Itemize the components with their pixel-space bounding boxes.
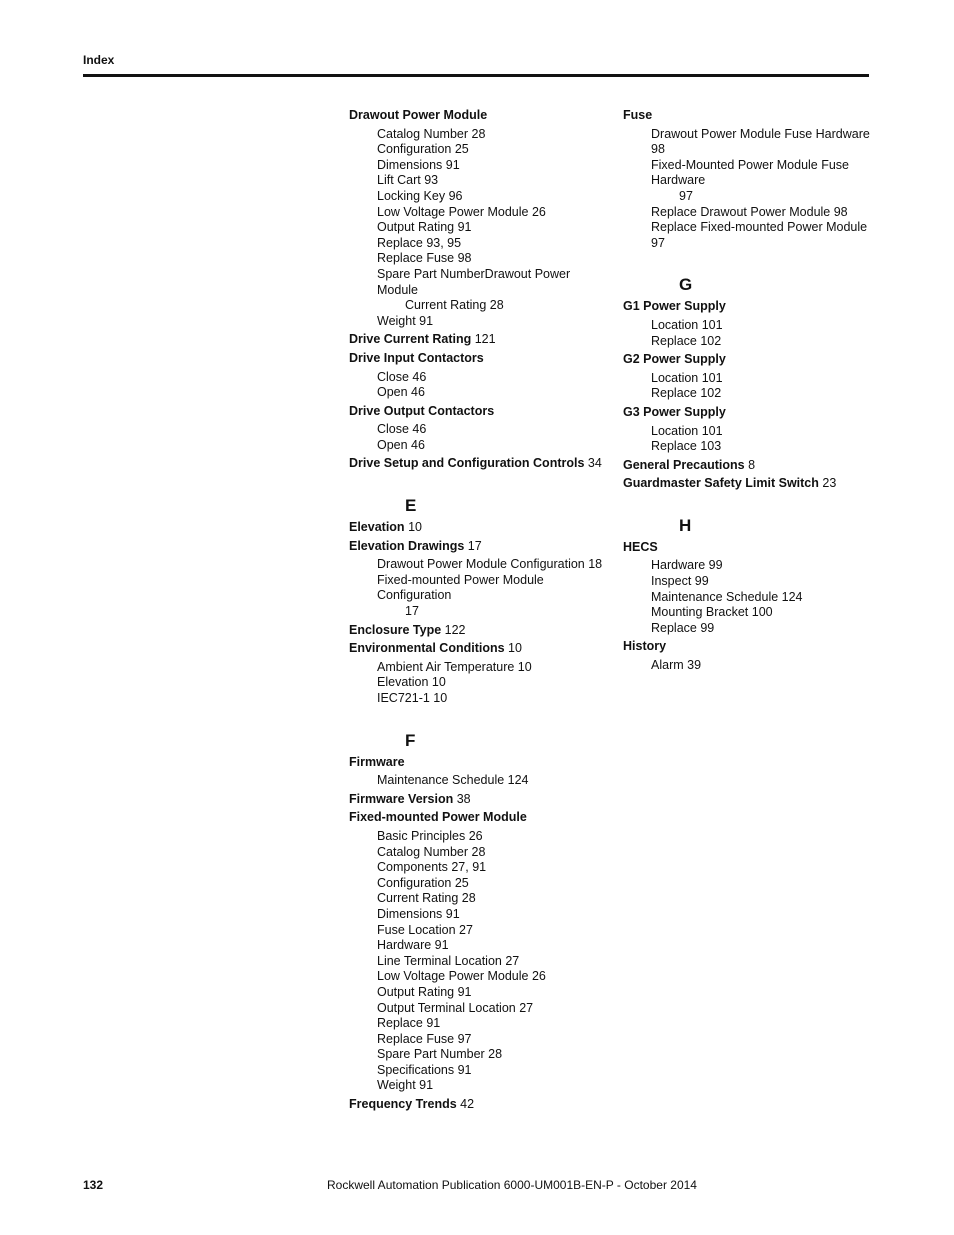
index-subentry: Inspect 99 <box>651 574 709 589</box>
index-entry <box>349 623 609 639</box>
index-term: History <box>623 639 667 654</box>
index-subentry: Drawout Power Module Configuration 18 <box>377 557 603 572</box>
index-subentry: Drawout Power Module Fuse Hardware 98 <box>651 126 870 157</box>
index-subentry: Dimensions 91 <box>377 157 460 172</box>
index-entry <box>623 405 883 455</box>
page-number: 132 <box>83 1178 104 1192</box>
index-page-ref: 34 <box>587 456 602 471</box>
index-entry <box>623 540 883 637</box>
index-page-ref: 121 <box>474 332 496 347</box>
index-subentry: Fuse Location 27 <box>377 922 473 937</box>
index-term: Drive Current Rating <box>349 332 472 347</box>
index-term: Firmware <box>349 754 405 769</box>
index-entry <box>349 332 609 348</box>
index-subentry: Replace 93, 95 <box>377 235 462 250</box>
index-subentry: Replace Fuse 98 <box>377 251 472 266</box>
index-subentry: Low Voltage Power Module 26 <box>377 969 546 984</box>
index-term: Drive Output Contactors <box>349 403 495 418</box>
index-page-ref: 8 <box>748 457 756 472</box>
index-term: G3 Power Supply <box>623 404 726 419</box>
index-subentry: Location 101 <box>651 317 723 332</box>
index-entry <box>349 108 609 329</box>
index-letter-heading: F <box>405 730 416 750</box>
index-subentry: Replace 91 <box>377 1016 441 1031</box>
index-subentry: Output Rating 91 <box>377 220 472 235</box>
index-column-left <box>349 108 609 1116</box>
index-column-right <box>623 108 883 677</box>
index-subentry: Mounting Bracket 100 <box>651 605 773 620</box>
index-term: Fixed-mounted Power Module <box>349 810 527 825</box>
index-entry <box>349 351 609 401</box>
index-subentry: Open 46 <box>377 385 425 400</box>
index-subentry: Specifications 91 <box>377 1062 472 1077</box>
header-rule <box>83 74 869 77</box>
index-subentry: Replace 99 <box>651 620 715 635</box>
index-term: General Precautions <box>623 457 745 472</box>
index-subentry: Basic Principles 26 <box>377 828 483 843</box>
index-term: Drive Setup and Configuration Controls <box>349 456 585 471</box>
index-page-ref: 17 <box>467 538 482 553</box>
index-subentry: IEC721-1 10 <box>377 691 448 705</box>
index-letter-heading: H <box>679 515 692 535</box>
index-entry <box>623 476 883 492</box>
index-subentry: Close 46 <box>377 369 427 384</box>
index-term: Firmware Version <box>349 791 454 806</box>
index-subentry: Hardware 91 <box>377 938 449 953</box>
index-subentry: Replace Fixed-mounted Power Module 97 <box>651 220 868 250</box>
index-term: Frequency Trends <box>349 1097 457 1112</box>
index-entry <box>623 108 883 251</box>
index-subentry: Weight 91 <box>377 1078 434 1093</box>
index-subentry: Ambient Air Temperature 10 <box>377 659 532 674</box>
index-subentry: Fixed-Mounted Power Module Fuse Hardware 97 <box>651 157 850 203</box>
index-page-ref: 10 <box>508 641 522 656</box>
index-subentry: Replace 103 <box>651 439 722 454</box>
index-page-ref: 23 <box>822 476 837 491</box>
index-subentry: Alarm 39 <box>651 658 702 673</box>
index-subentry: Replace 102 <box>651 386 722 401</box>
index-term: Environmental Conditions <box>349 641 505 656</box>
index-term: Drive Input Contactors <box>349 350 484 365</box>
index-subentry: Fixed-mounted Power Module Configuration 17 <box>377 572 544 619</box>
index-entry <box>349 1097 609 1113</box>
index-entry <box>349 539 609 620</box>
index-entry <box>349 810 609 1094</box>
index-entry <box>349 456 609 472</box>
index-subentry: Open 46 <box>377 437 425 452</box>
index-entry <box>349 792 609 808</box>
index-subentry: Weight 91 <box>377 313 434 328</box>
index-page-ref: 42 <box>460 1097 475 1112</box>
running-header: Index <box>83 53 115 67</box>
index-subentry: Configuration 25 <box>377 875 469 890</box>
index-term: Guardmaster Safety Limit Switch <box>623 476 819 491</box>
index-subentry: Spare Part Number 28 <box>377 1047 503 1062</box>
index-subentry: Current Rating 28 <box>377 891 476 906</box>
index-subentry: Maintenance Schedule 124 <box>377 773 529 788</box>
index-subentry: Replace Fuse 97 <box>377 1031 472 1046</box>
index-entry <box>623 639 883 673</box>
publication-info: Rockwell Automation Publication 6000-UM001B-EN-P - October 2014 <box>327 1178 697 1192</box>
index-entry <box>623 458 883 474</box>
index-entry <box>349 404 609 454</box>
index-term: Enclosure Type <box>349 622 442 637</box>
index-subentry: Components 27, 91 <box>377 860 487 875</box>
index-page-ref: 38 <box>456 791 471 806</box>
index-subentry: Close 46 <box>377 422 427 437</box>
index-subentry: Elevation 10 <box>377 675 446 690</box>
index-term: Drawout Power Module <box>349 108 488 122</box>
index-subentry: Low Voltage Power Module 26 <box>377 204 546 219</box>
index-subentry: Catalog Number 28 <box>377 126 486 141</box>
index-term: HECS <box>623 539 658 554</box>
index-subentry: Maintenance Schedule 124 <box>651 589 803 604</box>
index-letter-heading: G <box>679 275 693 295</box>
index-entry <box>349 755 609 789</box>
index-term: Fuse <box>623 108 653 122</box>
index-subentry: Replace Drawout Power Module 98 <box>651 204 848 219</box>
index-subentry: Output Terminal Location 27 <box>377 1000 534 1015</box>
index-subentry: Replace 102 <box>651 333 722 348</box>
index-entry <box>623 299 883 349</box>
index-subentry: Dimensions 91 <box>377 906 460 921</box>
index-subentry: Output Rating 91 <box>377 984 472 999</box>
index-subentry: Lift Cart 93 <box>377 173 439 188</box>
index-subentry: Location 101 <box>651 370 723 385</box>
index-letter-heading: E <box>405 496 417 516</box>
index-term: G1 Power Supply <box>623 299 726 314</box>
index-entry <box>349 641 609 706</box>
index-subentry: Spare Part NumberDrawout Power Module Current Rating 28 <box>377 266 571 313</box>
index-page-ref: 10 <box>408 520 422 535</box>
index-page-ref: 122 <box>444 622 466 637</box>
index-subentry: Location 101 <box>651 423 723 438</box>
index-term: G2 Power Supply <box>623 352 726 367</box>
index-subentry: Catalog Number 28 <box>377 844 486 859</box>
index-entry <box>623 352 883 402</box>
index-term: Elevation <box>349 520 405 535</box>
index-subentry: Locking Key 96 <box>377 188 463 203</box>
index-subentry: Hardware 99 <box>651 558 723 573</box>
index-subentry: Configuration 25 <box>377 142 469 157</box>
index-entry <box>349 520 609 536</box>
index-term: Elevation Drawings <box>349 538 465 553</box>
index-subentry: Line Terminal Location 27 <box>377 953 520 968</box>
